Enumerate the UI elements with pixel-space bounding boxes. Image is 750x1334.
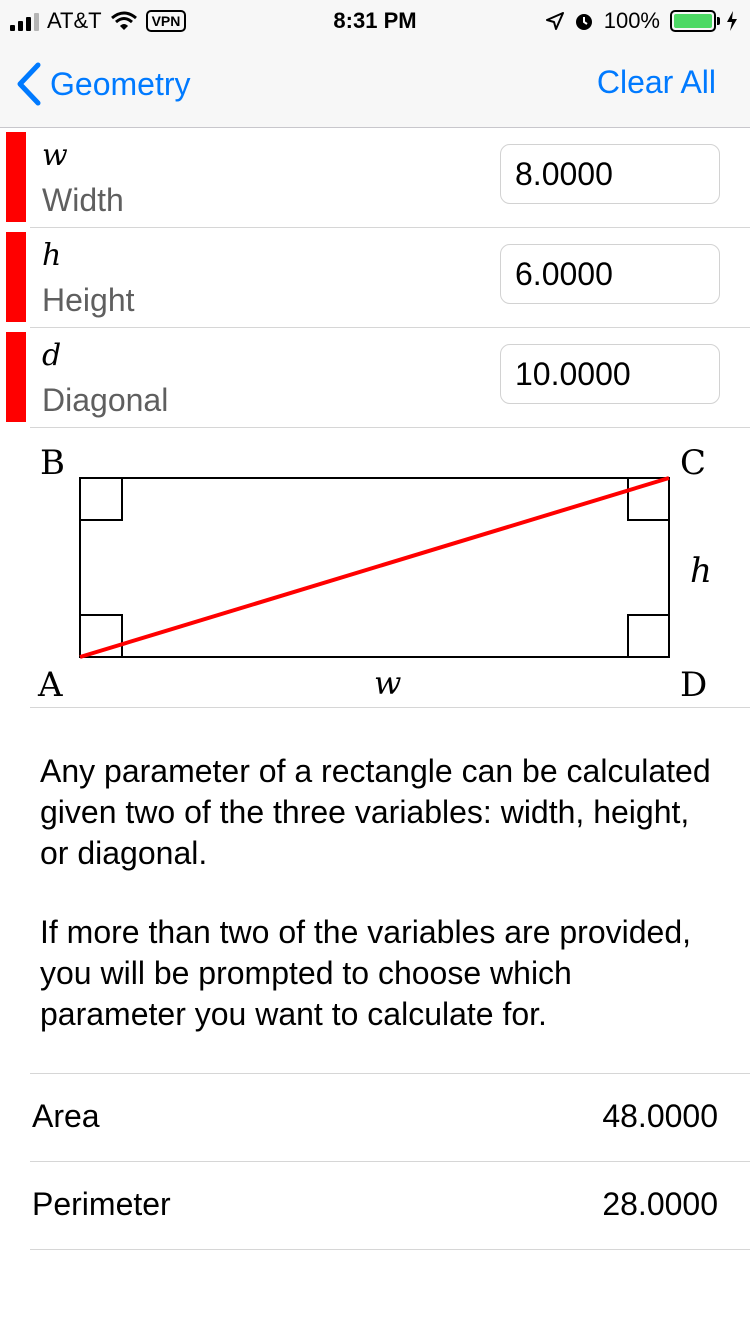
rectangle-diagram — [0, 428, 750, 708]
width-indicator — [6, 132, 26, 222]
right-angle-d — [628, 615, 669, 657]
vpn-badge: VPN — [146, 10, 187, 32]
vertex-d-label: D — [680, 665, 708, 705]
diagonal-indicator — [6, 332, 26, 422]
area-result-row — [0, 1074, 750, 1162]
right-angle-b — [80, 478, 122, 520]
description-paragraph-2: If more than two of the variables are provided, you will be prompted to choose which parameter you want to calculate for. — [40, 914, 692, 1032]
diagonal-line — [80, 478, 669, 657]
height-symbol: h — [42, 238, 62, 273]
divider — [30, 1249, 750, 1250]
height-row — [0, 228, 750, 328]
width-symbol: w — [42, 138, 68, 173]
back-button-label: Geometry — [50, 65, 191, 102]
diagonal-symbol: d — [42, 338, 62, 373]
perimeter-result-row — [0, 1162, 750, 1250]
carrier-label: AT&T — [47, 8, 102, 33]
perimeter-label: Perimeter — [32, 1186, 171, 1222]
vertex-c-label: C — [680, 443, 707, 483]
alarm-icon — [574, 11, 594, 31]
width-row — [0, 128, 750, 228]
vertex-b-label: B — [40, 443, 65, 483]
chevron-left-icon — [16, 62, 42, 106]
divider — [30, 707, 750, 708]
width-label: Width — [42, 182, 124, 218]
height-field[interactable] — [500, 244, 720, 304]
diagonal-row — [0, 328, 750, 428]
height-indicator — [6, 232, 26, 322]
battery-percent: 100% — [603, 8, 660, 33]
status-time: 8:31 PM — [333, 8, 417, 33]
battery-icon — [670, 10, 716, 32]
diagonal-field[interactable] — [500, 344, 720, 404]
height-dimension-label: h — [690, 551, 712, 591]
charging-icon — [726, 11, 738, 31]
diagonal-label: Diagonal — [42, 382, 169, 418]
navigation-bar — [0, 40, 750, 128]
status-right — [546, 8, 738, 34]
height-label: Height — [42, 282, 135, 318]
width-field[interactable] — [500, 144, 720, 204]
area-label: Area — [32, 1098, 100, 1134]
area-value: 48.0000 — [602, 1098, 718, 1134]
clear-all-button[interactable]: Clear All — [596, 64, 716, 100]
vertex-a-label: A — [38, 665, 63, 705]
perimeter-value: 28.0000 — [602, 1186, 718, 1222]
back-button[interactable] — [16, 62, 190, 106]
width-dimension-label: w — [374, 664, 402, 702]
location-icon — [546, 12, 564, 30]
status-bar — [0, 0, 750, 40]
description-paragraph-1: Any parameter of a rectangle can be calculated given two of the three variables: width, height, or diagonal. — [40, 753, 711, 871]
